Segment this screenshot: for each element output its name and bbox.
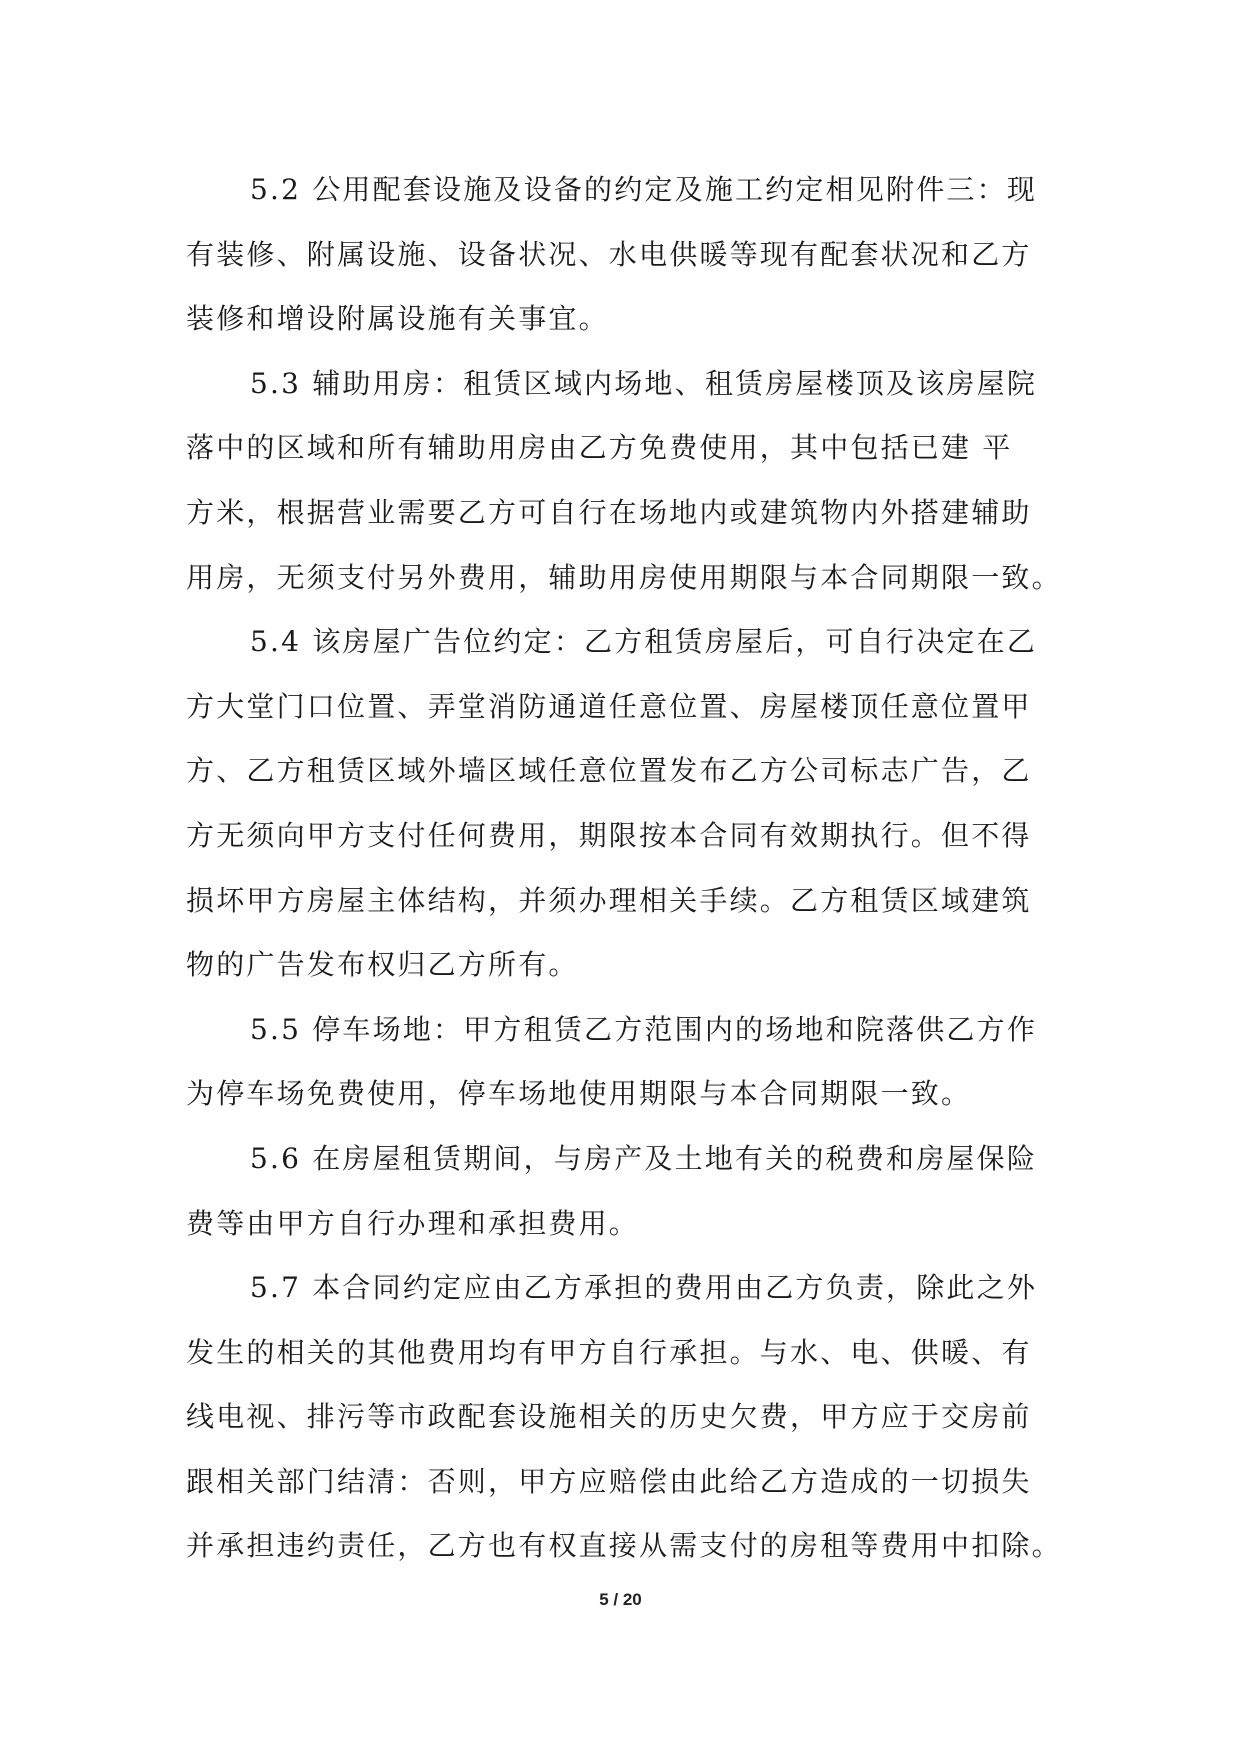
text-line: 为停车场免费使用，停车场地使用期限与本合同期限一致。 [186, 1077, 972, 1111]
paragraph-5-5 [186, 998, 1056, 1127]
text-line: 5.7 本合同约定应由乙方承担的费用由乙方负责，除此之外 [250, 1271, 1038, 1305]
text-line: 费等由甲方自行办理和承担费用。 [186, 1206, 640, 1240]
text-line: 损坏甲方房屋主体结构，并须办理相关手续。乙方租赁区域建筑 [186, 883, 1032, 917]
text-line: 有装修、附属设施、设备状况、水电供暖等现有配套状况和乙方 [186, 237, 1032, 271]
text-line: 方无须向甲方支付任何费用，期限按本合同有效期执行。但不得 [186, 818, 1032, 852]
text-line: 5.6 在房屋租赁期间，与房产及土地有关的税费和房屋保险 [250, 1141, 1038, 1175]
document-body [186, 158, 1062, 1579]
text-line: 5.4 该房屋广告位约定：乙方租赁房屋后，可自行决定在乙 [250, 625, 1038, 659]
text-line: 用房，无须支付另外费用，辅助用房使用期限与本合同期限一致。 [186, 560, 1062, 594]
text-line: 装修和增设附属设施有关事宜。 [186, 302, 609, 336]
text-line: 方米，根据营业需要乙方可自行在场地内或建筑物内外搭建辅助 [186, 495, 1032, 529]
page-number: 5 / 20 [599, 1590, 642, 1609]
text-line: 跟相关部门结清：否则，甲方应赔偿由此给乙方造成的一切损失 [186, 1464, 1032, 1498]
text-line: 方大堂门口位置、弄堂消防通道任意位置、房屋楼顶任意位置甲 [186, 689, 1032, 723]
paragraph-5-4 [186, 610, 1056, 998]
paragraph-5-2 [186, 158, 1056, 352]
paragraph-5-3 [186, 352, 1062, 610]
paragraph-5-6 [186, 1127, 1056, 1256]
text-line: 并承担违约责任，乙方也有权直接从需支付的房租等费用中扣除。 [186, 1529, 1062, 1563]
text-line: 发生的相关的其他费用均有甲方自行承担。与水、电、供暖、有 [186, 1335, 1032, 1369]
text-line: 物的广告发布权归乙方所有。 [186, 948, 579, 982]
text-line: 5.5 停车场地：甲方租赁乙方范围内的场地和院落供乙方作 [250, 1012, 1038, 1046]
text-line: 5.3 辅助用房：租赁区域内场地、租赁房屋楼顶及该房屋院 [250, 366, 1038, 400]
paragraph-5-7 [186, 1256, 1062, 1579]
text-line: 5.2 公用配套设施及设备的约定及施工约定相见附件三：现 [250, 173, 1038, 206]
text-line: 线电视、排污等市政配套设施相关的历史欠费，甲方应于交房前 [186, 1400, 1032, 1434]
text-line: 落中的区域和所有辅助用房由乙方免费使用，其中包括已建 平 [186, 431, 1013, 465]
text-line: 方、乙方租赁区域外墙区域任意位置发布乙方公司标志广告，乙 [186, 754, 1032, 788]
